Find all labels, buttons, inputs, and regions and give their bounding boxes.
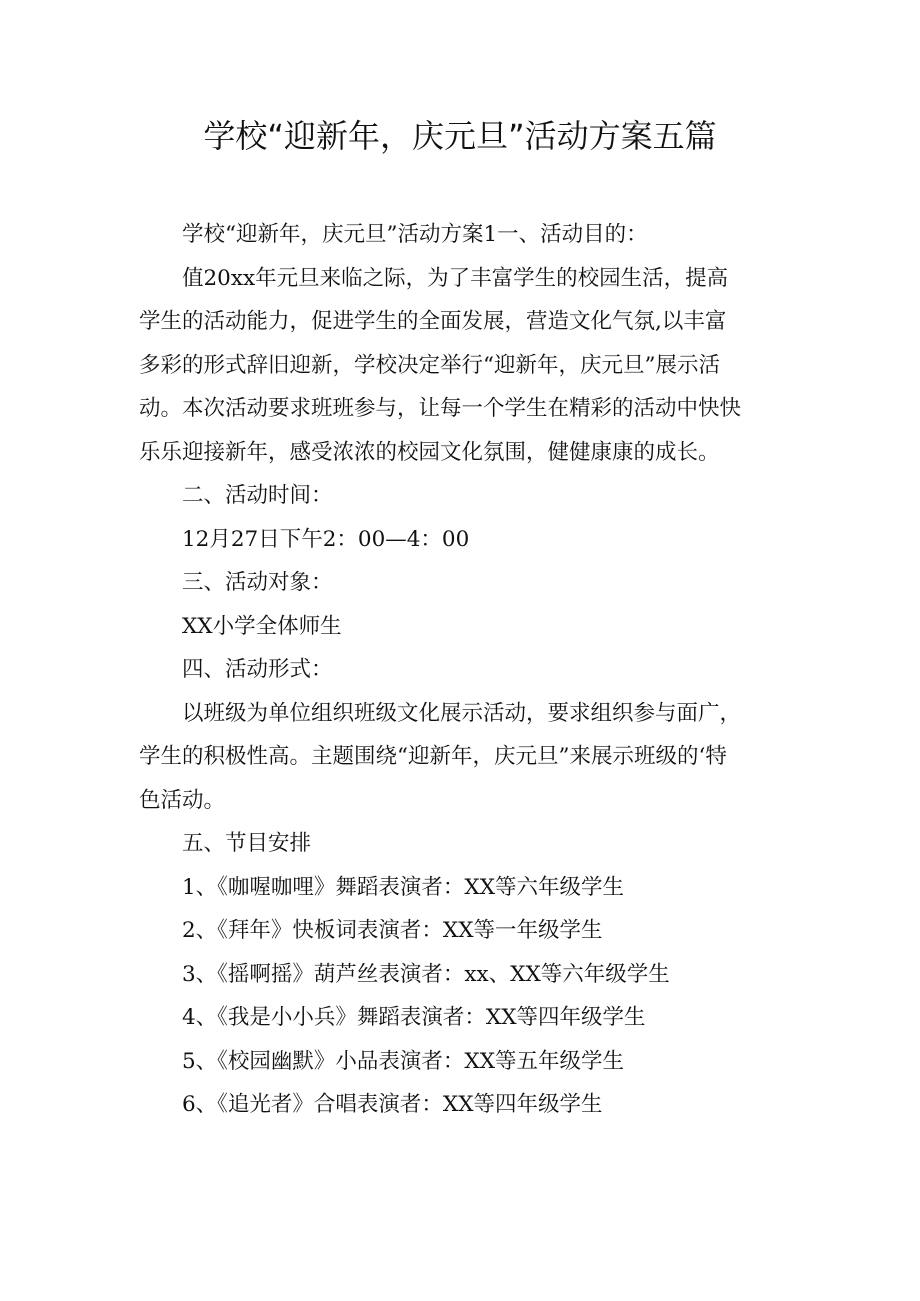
program-item: 1、《咖喔咖哩》舞蹈表演者：XX等六年级学生	[182, 874, 625, 900]
program-item: 4、《我是小小兵》舞蹈表演者：XX等四年级学生	[182, 1005, 646, 1030]
program-item: 3、《摇啊摇》葫芦丝表演者：xx、XX等六年级学生	[182, 961, 670, 987]
section-target-value: XX小学全体师生	[182, 613, 342, 639]
program-item: 5、《校园幽默》小品表演者：XX等五年级学生	[182, 1048, 625, 1074]
document-title: 学校“迎新年，庆元旦”活动方案五篇	[203, 117, 717, 155]
purpose-line: 动。本次活动要求班班参与，让每一个学生在精彩的活动中快快	[139, 396, 742, 421]
section-time-value: 12月27日下午2：00—4：00	[182, 526, 470, 552]
purpose-line: 乐乐迎接新年，感受浓浓的校园文化氛围，健健康康的成长。	[139, 439, 720, 465]
document-body	[139, 213, 789, 1127]
purpose-line: 多彩的形式辞旧迎新，学校决定举行“迎新年，庆元旦”展示活	[139, 352, 720, 378]
form-line: 以班级为单位组织班级文化展示活动，要求组织参与面广，	[182, 700, 742, 726]
purpose-line: 学生的活动能力，促进学生的全面发展，营造文化气氛,以丰富	[139, 309, 727, 334]
intro-heading: 学校“迎新年，庆元旦”活动方案1一、活动目的：	[182, 222, 648, 247]
section-target-heading: 三、活动对象：	[182, 570, 333, 595]
program-item: 2、《拜年》快板词表演者：XX等一年级学生	[182, 918, 603, 943]
section-program-heading: 五、节目安排	[182, 831, 312, 856]
form-paragraph	[139, 692, 789, 823]
form-line: 学生的积极性高。主题围绕“迎新年，庆元旦”来展示班级的‘特	[139, 744, 727, 769]
section-time-heading: 二、活动时间：	[182, 483, 333, 508]
form-line: 色活动。	[139, 787, 226, 813]
program-list	[139, 866, 789, 1127]
purpose-line: 值20xx年元旦来临之际，为了丰富学生的校园生活，提高	[182, 265, 729, 291]
section-form-heading: 四、活动形式：	[182, 657, 333, 682]
program-item: 6、《追光者》合唱表演者：XX等四年级学生	[182, 1092, 603, 1117]
purpose-paragraph	[139, 257, 789, 475]
